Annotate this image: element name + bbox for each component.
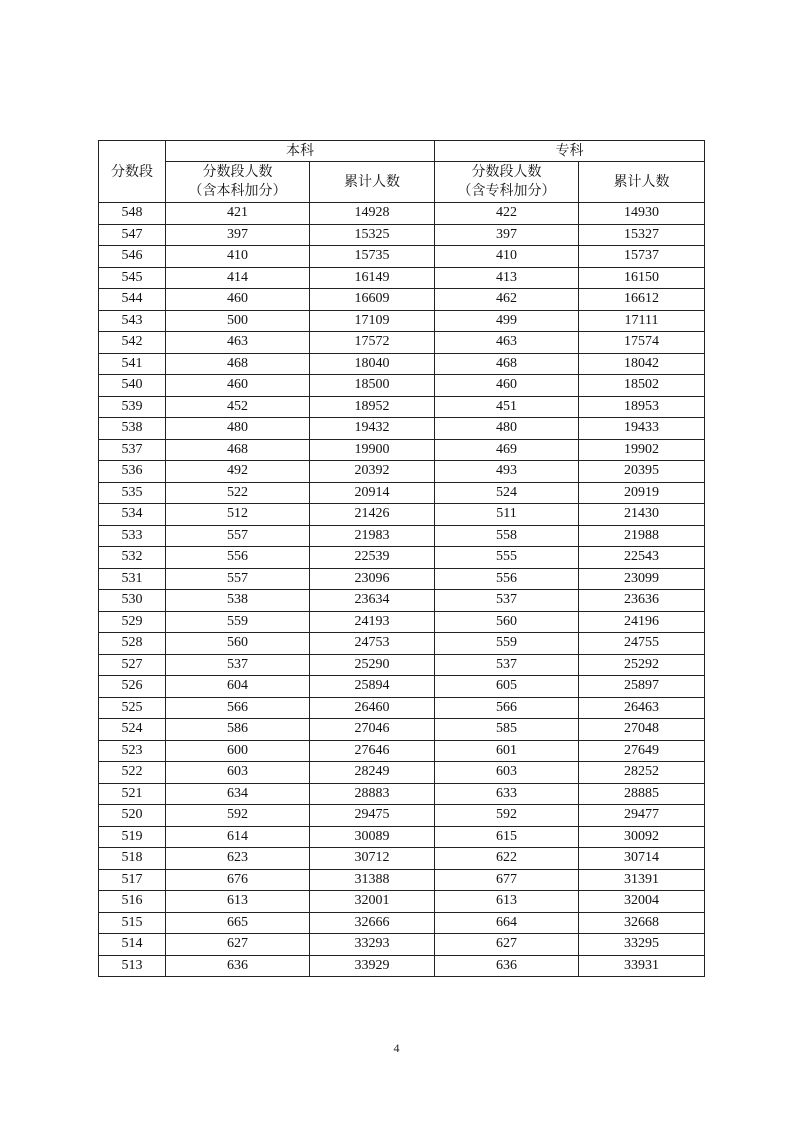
zhuanke-count-cell: 468 (435, 353, 579, 375)
table-row (99, 525, 705, 547)
benke-cumulative-cell: 27646 (310, 740, 435, 762)
benke-cumulative-cell: 18040 (310, 353, 435, 375)
zhuanke-cumulative-cell: 29477 (579, 805, 705, 827)
benke-count-cell: 468 (166, 353, 310, 375)
benke-cumulative-cell: 32001 (310, 891, 435, 913)
score-cell: 539 (99, 396, 166, 418)
zhuanke-count-cell: 480 (435, 418, 579, 440)
benke-count-cell: 460 (166, 289, 310, 311)
table-row (99, 310, 705, 332)
header-zhuanke-cumulative: 累计人数 (579, 162, 705, 203)
zhuanke-cumulative-cell: 28252 (579, 762, 705, 784)
benke-count-cell: 604 (166, 676, 310, 698)
zhuanke-count-cell: 601 (435, 740, 579, 762)
table-row (99, 848, 705, 870)
zhuanke-cumulative-cell: 27649 (579, 740, 705, 762)
zhuanke-count-cell: 556 (435, 568, 579, 590)
score-cell: 540 (99, 375, 166, 397)
benke-cumulative-cell: 27046 (310, 719, 435, 741)
benke-cumulative-cell: 17109 (310, 310, 435, 332)
score-cell: 530 (99, 590, 166, 612)
table-row (99, 590, 705, 612)
zhuanke-count-cell: 469 (435, 439, 579, 461)
score-cell: 542 (99, 332, 166, 354)
table-row (99, 504, 705, 526)
score-cell: 515 (99, 912, 166, 934)
score-cell: 547 (99, 224, 166, 246)
table-row (99, 203, 705, 225)
table-body (99, 203, 705, 977)
zhuanke-cumulative-cell: 17574 (579, 332, 705, 354)
benke-count-cell: 522 (166, 482, 310, 504)
table-row (99, 375, 705, 397)
benke-cumulative-cell: 23634 (310, 590, 435, 612)
benke-count-cell: 421 (166, 203, 310, 225)
zhuanke-count-cell: 413 (435, 267, 579, 289)
zhuanke-count-cell: 677 (435, 869, 579, 891)
score-cell: 535 (99, 482, 166, 504)
benke-count-cell: 480 (166, 418, 310, 440)
table-row (99, 762, 705, 784)
zhuanke-count-cell: 636 (435, 955, 579, 977)
benke-count-cell: 557 (166, 525, 310, 547)
header-row-groups (99, 141, 705, 162)
table-row (99, 289, 705, 311)
table-row (99, 568, 705, 590)
zhuanke-count-cell: 537 (435, 654, 579, 676)
table-row (99, 332, 705, 354)
benke-count-cell: 566 (166, 697, 310, 719)
zhuanke-count-cell: 605 (435, 676, 579, 698)
table-row (99, 482, 705, 504)
zhuanke-cumulative-cell: 18953 (579, 396, 705, 418)
header-zhuanke-count (435, 162, 579, 203)
zhuanke-cumulative-cell: 23099 (579, 568, 705, 590)
zhuanke-cumulative-cell: 33295 (579, 934, 705, 956)
table-row (99, 826, 705, 848)
header-group-benke: 本科 (166, 141, 435, 162)
benke-count-cell: 452 (166, 396, 310, 418)
zhuanke-count-cell: 615 (435, 826, 579, 848)
benke-count-cell: 623 (166, 848, 310, 870)
score-cell: 537 (99, 439, 166, 461)
score-cell: 514 (99, 934, 166, 956)
score-cell: 527 (99, 654, 166, 676)
table-row (99, 439, 705, 461)
zhuanke-cumulative-cell: 14930 (579, 203, 705, 225)
header-benke-count-line2: （含本科加分） (188, 183, 287, 199)
score-cell: 534 (99, 504, 166, 526)
header-zhuanke-count-line1: 分数段人数 (471, 164, 542, 180)
benke-cumulative-cell: 22539 (310, 547, 435, 569)
score-cell: 513 (99, 955, 166, 977)
zhuanke-count-cell: 592 (435, 805, 579, 827)
score-distribution-table (98, 140, 705, 977)
benke-cumulative-cell: 17572 (310, 332, 435, 354)
table-row (99, 396, 705, 418)
score-cell: 526 (99, 676, 166, 698)
benke-count-cell: 500 (166, 310, 310, 332)
zhuanke-cumulative-cell: 30092 (579, 826, 705, 848)
score-cell: 544 (99, 289, 166, 311)
zhuanke-cumulative-cell: 21988 (579, 525, 705, 547)
benke-count-cell: 397 (166, 224, 310, 246)
zhuanke-count-cell: 537 (435, 590, 579, 612)
benke-cumulative-cell: 25894 (310, 676, 435, 698)
zhuanke-cumulative-cell: 23636 (579, 590, 705, 612)
table-row (99, 611, 705, 633)
zhuanke-count-cell: 397 (435, 224, 579, 246)
benke-count-cell: 603 (166, 762, 310, 784)
table-row (99, 654, 705, 676)
score-cell: 529 (99, 611, 166, 633)
zhuanke-count-cell: 524 (435, 482, 579, 504)
zhuanke-count-cell: 499 (435, 310, 579, 332)
score-cell: 521 (99, 783, 166, 805)
table-row (99, 912, 705, 934)
benke-cumulative-cell: 24193 (310, 611, 435, 633)
zhuanke-count-cell: 664 (435, 912, 579, 934)
zhuanke-cumulative-cell: 28885 (579, 783, 705, 805)
score-cell: 543 (99, 310, 166, 332)
benke-cumulative-cell: 33293 (310, 934, 435, 956)
zhuanke-cumulative-cell: 18042 (579, 353, 705, 375)
header-score-band: 分数段 (99, 141, 166, 203)
benke-cumulative-cell: 33929 (310, 955, 435, 977)
score-cell: 524 (99, 719, 166, 741)
zhuanke-count-cell: 558 (435, 525, 579, 547)
benke-cumulative-cell: 31388 (310, 869, 435, 891)
benke-count-cell: 676 (166, 869, 310, 891)
zhuanke-cumulative-cell: 26463 (579, 697, 705, 719)
zhuanke-cumulative-cell: 17111 (579, 310, 705, 332)
benke-cumulative-cell: 23096 (310, 568, 435, 590)
zhuanke-cumulative-cell: 19433 (579, 418, 705, 440)
benke-count-cell: 557 (166, 568, 310, 590)
score-cell: 532 (99, 547, 166, 569)
score-cell: 525 (99, 697, 166, 719)
table-row (99, 246, 705, 268)
benke-count-cell: 468 (166, 439, 310, 461)
table-row (99, 267, 705, 289)
benke-cumulative-cell: 21426 (310, 504, 435, 526)
score-cell: 533 (99, 525, 166, 547)
benke-count-cell: 414 (166, 267, 310, 289)
score-cell: 531 (99, 568, 166, 590)
table-row (99, 719, 705, 741)
zhuanke-cumulative-cell: 24755 (579, 633, 705, 655)
benke-cumulative-cell: 19900 (310, 439, 435, 461)
zhuanke-cumulative-cell: 25292 (579, 654, 705, 676)
benke-count-cell: 636 (166, 955, 310, 977)
benke-count-cell: 512 (166, 504, 310, 526)
benke-cumulative-cell: 29475 (310, 805, 435, 827)
zhuanke-cumulative-cell: 15327 (579, 224, 705, 246)
benke-count-cell: 613 (166, 891, 310, 913)
zhuanke-cumulative-cell: 31391 (579, 869, 705, 891)
benke-count-cell: 560 (166, 633, 310, 655)
benke-count-cell: 410 (166, 246, 310, 268)
table-row (99, 418, 705, 440)
zhuanke-cumulative-cell: 15737 (579, 246, 705, 268)
score-cell: 519 (99, 826, 166, 848)
table-row (99, 869, 705, 891)
zhuanke-count-cell: 463 (435, 332, 579, 354)
zhuanke-count-cell: 560 (435, 611, 579, 633)
score-cell: 546 (99, 246, 166, 268)
zhuanke-cumulative-cell: 24196 (579, 611, 705, 633)
table-row (99, 224, 705, 246)
benke-count-cell: 559 (166, 611, 310, 633)
zhuanke-cumulative-cell: 16150 (579, 267, 705, 289)
table-row (99, 955, 705, 977)
header-benke-count-line1: 分数段人数 (202, 164, 273, 180)
page-number: 4 (393, 1041, 400, 1055)
benke-cumulative-cell: 30712 (310, 848, 435, 870)
benke-cumulative-cell: 25290 (310, 654, 435, 676)
zhuanke-cumulative-cell: 32668 (579, 912, 705, 934)
header-group-zhuanke: 专科 (435, 141, 705, 162)
benke-cumulative-cell: 15735 (310, 246, 435, 268)
benke-cumulative-cell: 19432 (310, 418, 435, 440)
benke-count-cell: 460 (166, 375, 310, 397)
score-cell: 518 (99, 848, 166, 870)
benke-cumulative-cell: 14928 (310, 203, 435, 225)
zhuanke-count-cell: 555 (435, 547, 579, 569)
zhuanke-count-cell: 559 (435, 633, 579, 655)
zhuanke-count-cell: 613 (435, 891, 579, 913)
benke-count-cell: 586 (166, 719, 310, 741)
benke-cumulative-cell: 30089 (310, 826, 435, 848)
zhuanke-cumulative-cell: 20395 (579, 461, 705, 483)
table-row (99, 676, 705, 698)
zhuanke-count-cell: 493 (435, 461, 579, 483)
table-row (99, 891, 705, 913)
zhuanke-cumulative-cell: 20919 (579, 482, 705, 504)
zhuanke-count-cell: 622 (435, 848, 579, 870)
zhuanke-count-cell: 627 (435, 934, 579, 956)
benke-cumulative-cell: 16609 (310, 289, 435, 311)
benke-count-cell: 492 (166, 461, 310, 483)
header-benke-count (166, 162, 310, 203)
table-row (99, 547, 705, 569)
benke-count-cell: 556 (166, 547, 310, 569)
table-row (99, 633, 705, 655)
header-benke-cumulative: 累计人数 (310, 162, 435, 203)
table-row (99, 783, 705, 805)
benke-count-cell: 537 (166, 654, 310, 676)
benke-count-cell: 614 (166, 826, 310, 848)
benke-count-cell: 627 (166, 934, 310, 956)
score-cell: 538 (99, 418, 166, 440)
score-cell: 548 (99, 203, 166, 225)
zhuanke-cumulative-cell: 19902 (579, 439, 705, 461)
benke-cumulative-cell: 20914 (310, 482, 435, 504)
zhuanke-cumulative-cell: 16612 (579, 289, 705, 311)
benke-cumulative-cell: 24753 (310, 633, 435, 655)
table-row (99, 461, 705, 483)
score-cell: 517 (99, 869, 166, 891)
zhuanke-count-cell: 460 (435, 375, 579, 397)
zhuanke-count-cell: 451 (435, 396, 579, 418)
score-cell: 522 (99, 762, 166, 784)
zhuanke-count-cell: 633 (435, 783, 579, 805)
table-row (99, 805, 705, 827)
score-cell: 523 (99, 740, 166, 762)
header-row-columns (99, 162, 705, 203)
benke-count-cell: 600 (166, 740, 310, 762)
benke-cumulative-cell: 20392 (310, 461, 435, 483)
benke-cumulative-cell: 15325 (310, 224, 435, 246)
zhuanke-count-cell: 511 (435, 504, 579, 526)
benke-cumulative-cell: 32666 (310, 912, 435, 934)
benke-cumulative-cell: 21983 (310, 525, 435, 547)
benke-cumulative-cell: 26460 (310, 697, 435, 719)
score-cell: 520 (99, 805, 166, 827)
score-cell: 545 (99, 267, 166, 289)
score-cell: 516 (99, 891, 166, 913)
benke-cumulative-cell: 18952 (310, 396, 435, 418)
benke-count-cell: 463 (166, 332, 310, 354)
zhuanke-cumulative-cell: 22543 (579, 547, 705, 569)
header-zhuanke-count-line2: （含专科加分） (457, 183, 556, 199)
benke-cumulative-cell: 28883 (310, 783, 435, 805)
zhuanke-count-cell: 585 (435, 719, 579, 741)
zhuanke-cumulative-cell: 21430 (579, 504, 705, 526)
score-cell: 541 (99, 353, 166, 375)
benke-cumulative-cell: 28249 (310, 762, 435, 784)
score-cell: 528 (99, 633, 166, 655)
benke-cumulative-cell: 18500 (310, 375, 435, 397)
zhuanke-cumulative-cell: 25897 (579, 676, 705, 698)
zhuanke-count-cell: 422 (435, 203, 579, 225)
table-row (99, 353, 705, 375)
zhuanke-cumulative-cell: 18502 (579, 375, 705, 397)
table-row (99, 740, 705, 762)
zhuanke-cumulative-cell: 33931 (579, 955, 705, 977)
table-row (99, 934, 705, 956)
zhuanke-cumulative-cell: 30714 (579, 848, 705, 870)
table-row (99, 697, 705, 719)
zhuanke-count-cell: 410 (435, 246, 579, 268)
score-cell: 536 (99, 461, 166, 483)
zhuanke-count-cell: 462 (435, 289, 579, 311)
zhuanke-count-cell: 566 (435, 697, 579, 719)
zhuanke-cumulative-cell: 27048 (579, 719, 705, 741)
zhuanke-cumulative-cell: 32004 (579, 891, 705, 913)
zhuanke-count-cell: 603 (435, 762, 579, 784)
benke-count-cell: 634 (166, 783, 310, 805)
benke-count-cell: 592 (166, 805, 310, 827)
benke-count-cell: 665 (166, 912, 310, 934)
benke-cumulative-cell: 16149 (310, 267, 435, 289)
benke-count-cell: 538 (166, 590, 310, 612)
